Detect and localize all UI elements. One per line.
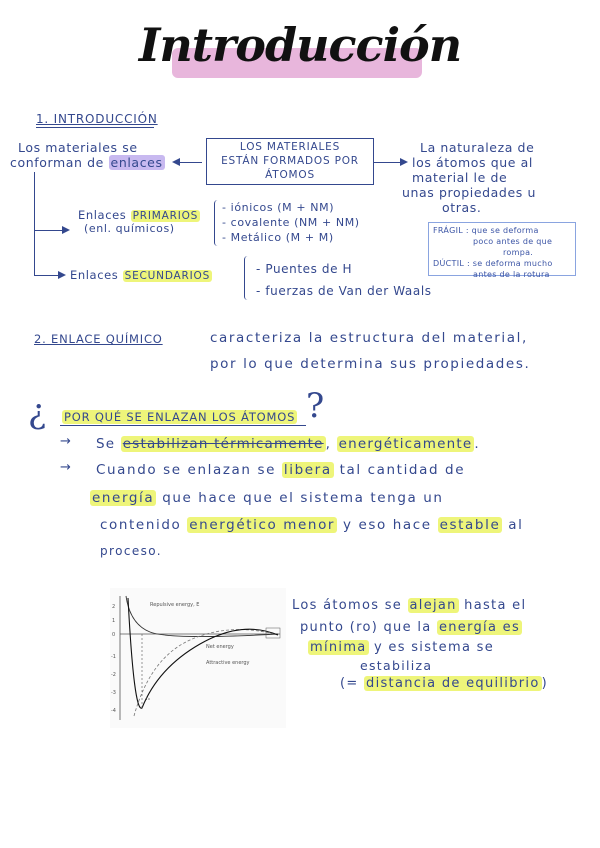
tree-arrow-secondary — [58, 271, 66, 279]
tick-label-0: 0 — [112, 632, 116, 638]
bullet-2-line2: energía que hace que el sistema tenga un — [92, 490, 444, 506]
primarios-brace — [214, 200, 221, 246]
primarios-highlight: PRIMARIOS — [132, 210, 199, 222]
section-1-underline — [36, 127, 154, 128]
energy-graph-svg — [110, 588, 286, 728]
arrow-head-right — [400, 158, 408, 166]
section-2-line1: caracteriza la estructura del material, — [210, 330, 528, 346]
secundarios-list — [256, 258, 432, 302]
repulsive-curve — [126, 596, 278, 637]
enlaces-secundarios: Enlaces SECUNDARIOS — [70, 268, 211, 282]
energia-es-highlight: energía es — [438, 620, 521, 635]
bullet-2-line1: Cuando se enlazan se libera tal cantidad de — [96, 462, 466, 478]
nature-text: La naturaleza de los átomos que al material le de unas propiedades u otras. — [402, 140, 536, 215]
tick-label-1: 1 — [112, 618, 116, 624]
attractive-label: Attractive energy — [206, 660, 250, 666]
materials-text-line1: Los materiales se — [18, 140, 138, 155]
tick-label-2: 2 — [112, 604, 116, 610]
energetico-menor-highlight: energético menor — [189, 517, 336, 533]
tick-label-m4: -4 — [111, 708, 116, 714]
enlaces-primarios: Enlaces PRIMARIOS — [78, 208, 199, 222]
bullet-2-line4: proceso. — [100, 544, 163, 558]
tick-label-m1: -1 — [111, 654, 116, 660]
conclusion-line1: Los átomos se alejan hasta el — [292, 598, 527, 613]
tree-vertical-line — [34, 172, 35, 276]
van-der-waals-item: - fuerzas de Van der Waals — [256, 284, 432, 298]
libera-highlight: libera — [283, 462, 332, 478]
tick-label-m2: -2 — [111, 672, 116, 678]
page-title: Introducción — [138, 18, 462, 72]
metalico-item: - Metálico (M + M) — [222, 231, 334, 244]
energia-highlight: energía — [92, 490, 155, 506]
question-underline — [60, 425, 306, 426]
secundarios-brace — [244, 256, 251, 300]
tree-branch-secondary — [34, 275, 60, 276]
attractive-curve — [134, 630, 278, 716]
alejan-highlight: alejan — [409, 598, 457, 613]
estabilizan-highlight: estabilizan térmicamente — [122, 436, 324, 452]
distancia-equilibrio-highlight: distancia de equilibrio — [366, 676, 540, 691]
puentes-item: - Puentes de H — [256, 262, 353, 276]
minima-highlight: mínima — [310, 640, 367, 655]
enlaces-quimicos-note: (enl. químicos) — [84, 222, 175, 235]
section-1-heading: 1. INTRODUCCIÓN — [36, 112, 158, 126]
question-close-mark: ? — [306, 386, 325, 426]
tree-branch-primary — [34, 230, 64, 231]
section-2-line2: por lo que determina sus propiedades. — [210, 356, 531, 372]
net-energy-label: Net energy — [206, 644, 234, 650]
net-energy-curve — [128, 598, 278, 708]
energeticamente-highlight: energéticamente — [338, 436, 473, 452]
section-2-heading: 2. ENLACE QUÍMICO — [34, 332, 163, 346]
repulsive-label: Repulsive energy, E — [150, 602, 200, 608]
primarios-list — [222, 200, 360, 245]
bullet-arrow-1: → — [60, 434, 72, 449]
conclusion-line4: estabiliza — [360, 658, 433, 673]
materials-text-line2: conforman de enlaces — [10, 155, 163, 170]
energy-graph — [110, 588, 286, 728]
definitions-box: FRÁGIL : que se deforma poco antes de que rompa. DÚCTIL : se deforma mucho antes de la rotura — [428, 222, 576, 276]
conclusion-line2: punto (ro) que la energía es — [300, 620, 521, 635]
bullet-arrow-2: → — [60, 460, 72, 475]
bullet-1-text: Se estabilizan térmicamente , energéticamente . — [96, 436, 480, 452]
r0-label: r₀ — [146, 696, 151, 702]
secundarios-highlight: SECUNDARIOS — [124, 270, 211, 282]
arrow-head-left — [172, 158, 180, 166]
question-title: POR QUÉ SE ENLAZAN LOS ÁTOMOS — [64, 410, 296, 424]
estable-highlight: estable — [439, 517, 501, 533]
bullet-2-line3: contenido energético menor y eso hace estable al — [100, 517, 524, 533]
materials-box: LOS MATERIALES ESTÁN FORMADOS POR ÁTOMOS — [206, 138, 374, 185]
arrow-line-right — [373, 162, 401, 163]
conclusion-line5: (= distancia de equilibrio ) — [340, 676, 548, 691]
tick-label-m3: -3 — [111, 690, 116, 696]
enlaces-highlight: enlaces — [110, 155, 163, 170]
ionicos-item: - iónicos (M + NM) — [222, 201, 335, 214]
covalente-item: - covalente (NM + NM) — [222, 216, 360, 229]
conclusion-line3: mínima y es sistema se — [310, 640, 495, 655]
question-open-mark: ¿ — [28, 392, 47, 432]
tree-arrow-primary — [62, 226, 70, 234]
